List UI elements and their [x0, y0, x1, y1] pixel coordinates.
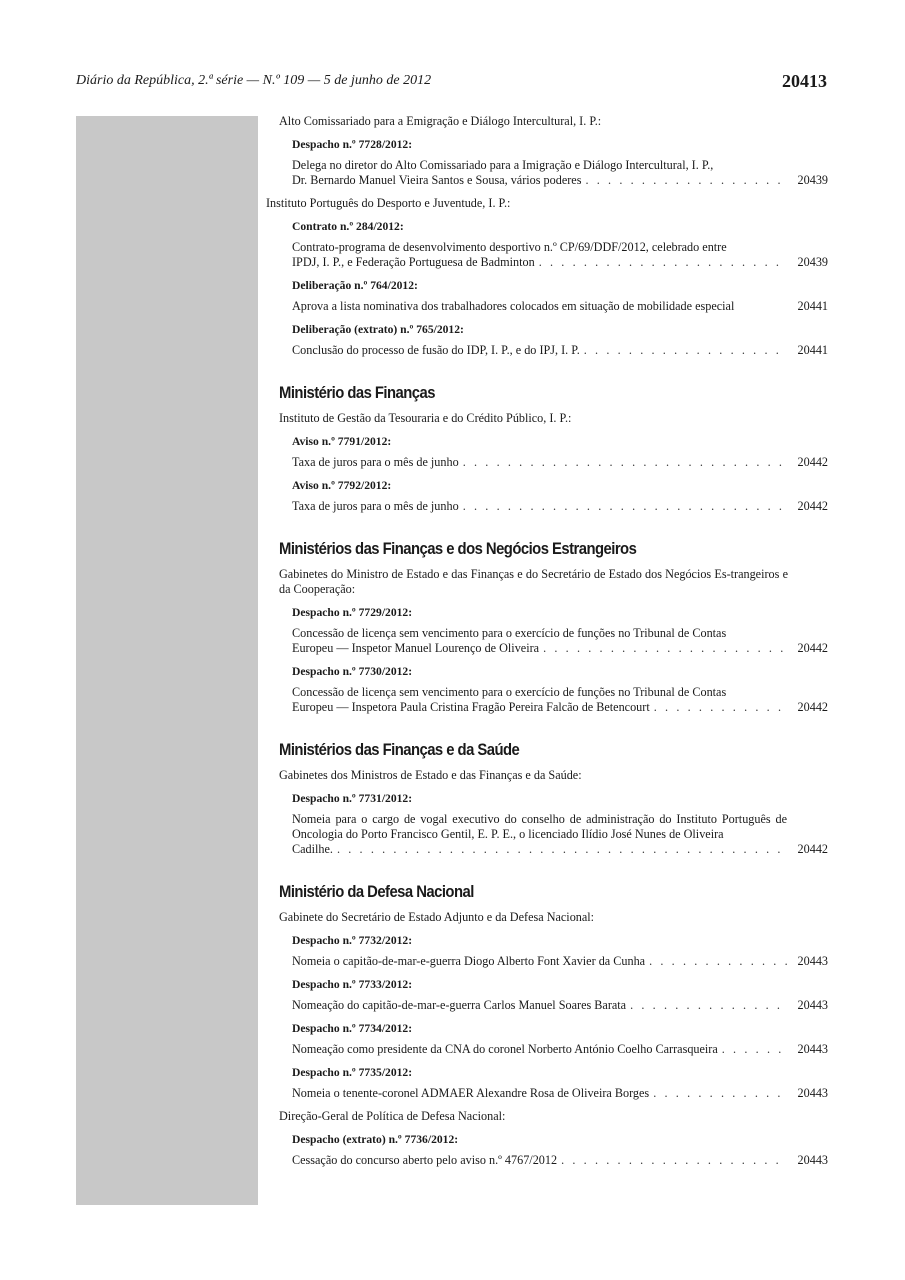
ministry-heading: Ministérios das Finanças e dos Negócios Estrangeiros — [279, 540, 637, 558]
toc-entry[interactable] — [292, 455, 828, 470]
entry-page: 20443 — [797, 1153, 828, 1167]
toc-entry[interactable] — [292, 998, 828, 1013]
organization-heading: Instituto de Gestão da Tesouraria e do Crédito Público, I. P.: — [279, 411, 572, 425]
dot-leader — [561, 1153, 787, 1168]
entry-page: 20442 — [797, 700, 828, 714]
table-of-contents — [266, 114, 828, 1176]
document-title: Despacho (extrato) n.º 7736/2012: — [292, 1133, 459, 1146]
document-title: Despacho n.º 7733/2012: — [292, 978, 413, 991]
entry-text-last-line: IPDJ, I. P., e Federação Portuguesa de Badminton — [292, 255, 535, 269]
entry-page: 20439 — [797, 173, 828, 187]
toc-item — [292, 1132, 828, 1168]
entry-text: Concessão de licença sem vencimento para o exercício de funções no Tribunal de Contas — [292, 685, 727, 699]
document-title: Contrato n.º 284/2012: — [292, 220, 404, 233]
toc-item — [292, 791, 828, 857]
organization-heading: Alto Comissariado para a Emigração e Diálogo Intercultural, I. P.: — [279, 114, 602, 128]
ministry-heading: Ministérios das Finanças e da Saúde — [279, 741, 520, 759]
document-title: Aviso n.º 7791/2012: — [292, 435, 392, 448]
entry-page: 20439 — [797, 255, 828, 269]
toc-item — [292, 137, 828, 188]
dot-leader — [630, 998, 787, 1013]
dot-leader — [722, 1042, 787, 1057]
sidebar-gray-band — [76, 116, 258, 1205]
entry-text-last-line: Nomeia o capitão-de-mar-e-guerra Diogo Alberto Font Xavier da Cunha — [292, 954, 646, 968]
entry-text-last-line: Nomeia o tenente-coronel ADMAER Alexandre Rosa de Oliveira Borges — [292, 1086, 650, 1100]
toc-entry[interactable] — [292, 626, 828, 656]
toc-entry[interactable] — [292, 812, 828, 857]
entry-text-last-line: Taxa de juros para o mês de junho — [292, 499, 459, 513]
entry-page: 20442 — [797, 842, 828, 856]
toc-entry[interactable] — [292, 685, 828, 715]
ministry-heading: Ministério das Finanças — [279, 384, 435, 402]
page-number: 20413 — [782, 71, 827, 91]
document-title: Despacho n.º 7732/2012: — [292, 934, 413, 947]
organization-heading: Direção-Geral de Política de Defesa Nacional: — [279, 1109, 506, 1123]
entry-text: Nomeia para o cargo de vogal executivo do conselho de administração do Instituto Português de Oncologia do Porto Francisco Gentil, E. P. E., o licenciado Ilídio José Nunes de Oliveira — [292, 812, 787, 841]
entry-text-last-line: Taxa de juros para o mês de junho — [292, 455, 459, 469]
document-title: Deliberação n.º 764/2012: — [292, 279, 418, 292]
toc-entry[interactable] — [292, 240, 828, 270]
organization-heading: Gabinete do Secretário de Estado Adjunto e da Defesa Nacional: — [279, 910, 595, 924]
document-title: Despacho n.º 7731/2012: — [292, 792, 413, 805]
entry-text: Delega no diretor do Alto Comissariado para a Imigração e Diálogo Intercultural, I. P., — [292, 158, 714, 172]
toc-item — [292, 434, 828, 514]
dot-leader — [337, 842, 787, 857]
entry-page: 20443 — [797, 998, 828, 1012]
dot-leader — [463, 499, 787, 514]
entry-page: 20443 — [797, 954, 828, 968]
dot-leader — [585, 173, 787, 188]
dot-leader — [463, 455, 787, 470]
entry-page: 20443 — [797, 1042, 828, 1056]
entry-text-last-line: Nomeação do capitão-de-mar-e-guerra Carlos Manuel Soares Barata — [292, 998, 627, 1012]
toc-entry[interactable] — [292, 1153, 828, 1168]
entry-text-last-line: Cadilhe. — [292, 842, 333, 856]
dot-leader — [543, 641, 787, 656]
document-title: Despacho n.º 7728/2012: — [292, 138, 413, 151]
entry-text-last-line: Cessação do concurso aberto pelo aviso n.º 4767/2012 — [292, 1153, 558, 1167]
document-title: Despacho n.º 7729/2012: — [292, 606, 413, 619]
document-title: Despacho n.º 7730/2012: — [292, 665, 413, 678]
entry-text: Contrato-programa de desenvolvimento desportivo n.º CP/69/DDF/2012, celebrado entre — [292, 240, 727, 254]
dot-leader — [649, 954, 787, 969]
document-title: Despacho n.º 7734/2012: — [292, 1022, 413, 1035]
toc-entry[interactable] — [292, 343, 828, 358]
entry-page: 20442 — [797, 641, 828, 655]
entry-text: Concessão de licença sem vencimento para o exercício de funções no Tribunal de Contas — [292, 626, 727, 640]
dot-leader — [654, 700, 787, 715]
entry-page: 20443 — [797, 1086, 828, 1100]
entry-page: 20441 — [797, 299, 828, 313]
toc-entry[interactable] — [292, 499, 828, 514]
toc-item — [292, 605, 828, 715]
entry-page: 20442 — [797, 499, 828, 513]
toc-item — [292, 933, 828, 1101]
toc-entry[interactable] — [292, 954, 828, 969]
document-title: Despacho n.º 7735/2012: — [292, 1066, 413, 1079]
toc-item — [292, 219, 828, 358]
document-title: Aviso n.º 7792/2012: — [292, 479, 392, 492]
dot-leader — [584, 343, 787, 358]
journal-header: Diário da República, 2.ª série — N.º 109 — 5 de junho de 2012 — [76, 73, 432, 88]
entry-text-last-line: Dr. Bernardo Manuel Vieira Santos e Sousa, vários poderes — [292, 173, 582, 187]
toc-entry[interactable] — [292, 158, 828, 188]
entry-page: 20441 — [797, 343, 828, 357]
entry-text-last-line: Conclusão do processo de fusão do IDP, I. P., e do IPJ, I. P. — [292, 343, 580, 357]
entry-text-last-line: Europeu — Inspetor Manuel Lourenço de Oliveira — [292, 641, 540, 655]
dot-leader — [653, 1086, 787, 1101]
organization-heading: Instituto Português do Desporto e Juventude, I. P.: — [266, 196, 511, 210]
toc-entry[interactable] — [292, 1042, 828, 1057]
toc-entry[interactable] — [292, 1086, 828, 1101]
organization-heading: Gabinetes dos Ministros de Estado e das Finanças e da Saúde: — [279, 768, 582, 782]
document-title: Deliberação (extrato) n.º 765/2012: — [292, 323, 464, 336]
toc-entry[interactable] — [292, 299, 828, 314]
entry-text-last-line: Nomeação como presidente da CNA do coronel Norberto António Coelho Carrasqueira — [292, 1042, 718, 1056]
entry-text-last-line: Europeu — Inspetora Paula Cristina Fragão Pereira Falcão de Betencourt — [292, 700, 650, 714]
organization-heading: Gabinetes do Ministro de Estado e das Finanças e do Secretário de Estado dos Negócios Es-trangeiros e da Cooperação: — [279, 567, 788, 596]
ministry-heading: Ministério da Defesa Nacional — [279, 883, 474, 901]
entry-text-last-line: Aprova a lista nominativa dos trabalhadores colocados em situação de mobilidade especial — [292, 299, 735, 313]
entry-page: 20442 — [797, 455, 828, 469]
dot-leader — [539, 255, 787, 270]
